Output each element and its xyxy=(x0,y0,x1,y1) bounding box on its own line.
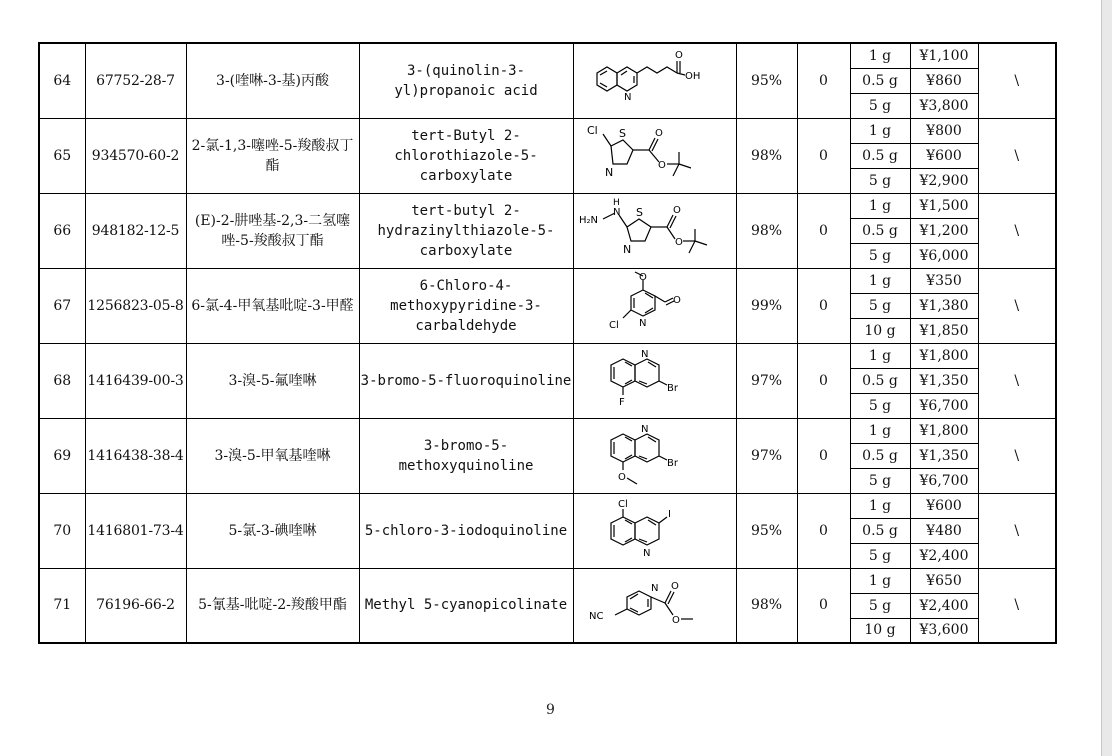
note: \ xyxy=(978,193,1056,268)
row-number: 65 xyxy=(39,118,85,193)
size-price: ¥6,700 xyxy=(910,468,978,493)
size-price: ¥2,900 xyxy=(910,168,978,193)
size-price: ¥1,200 xyxy=(910,218,978,243)
fluorine-label: F xyxy=(618,396,625,408)
oxygen-label: O xyxy=(670,581,679,593)
note: \ xyxy=(978,268,1056,343)
size-price: ¥2,400 xyxy=(910,543,978,568)
size-price: ¥1,380 xyxy=(910,293,978,318)
size-qty: 5 g xyxy=(850,93,910,118)
note: \ xyxy=(978,418,1056,493)
table-row xyxy=(39,43,1056,68)
stock: 0 xyxy=(797,268,850,343)
chlorine-label: Cl xyxy=(608,319,619,331)
purity: 97% xyxy=(736,343,797,418)
chinese-name: 6-氯-4-甲氧基吡啶-3-甲醛 xyxy=(186,268,359,343)
cas-number: 1416439-00-3 xyxy=(85,343,186,418)
nitrogen-label: N xyxy=(623,91,631,103)
table-row xyxy=(39,418,1056,443)
size-price: ¥800 xyxy=(910,118,978,143)
structure-cell xyxy=(573,43,736,118)
size-price: ¥1,800 xyxy=(910,418,978,443)
structure-cell xyxy=(573,493,736,568)
row-number: 69 xyxy=(39,418,85,493)
nitrogen-label: N xyxy=(612,206,620,218)
size-price: ¥1,800 xyxy=(910,343,978,368)
size-price: ¥1,100 xyxy=(910,43,978,68)
purity: 95% xyxy=(736,493,797,568)
oxygen-label: O xyxy=(657,159,666,171)
note: \ xyxy=(978,568,1056,643)
size-qty: 0.5 g xyxy=(850,443,910,468)
hydroxyl-label: OH xyxy=(684,70,700,82)
stock: 0 xyxy=(797,568,850,643)
table-row xyxy=(39,493,1056,518)
cas-number: 1416438-38-4 xyxy=(85,418,186,493)
oxygen-label: O xyxy=(617,471,626,483)
english-name: tert-butyl 2-hydrazinylthiazole-5-carboxylate xyxy=(359,193,573,268)
structure-diagram xyxy=(575,120,735,192)
hydrogen-label: H xyxy=(612,197,620,208)
oxygen-label: O xyxy=(672,204,681,216)
nitrogen-label: N xyxy=(640,423,648,435)
nitrogen-label: N xyxy=(604,165,613,179)
size-price: ¥1,850 xyxy=(910,318,978,343)
size-qty: 1 g xyxy=(850,493,910,518)
purity: 98% xyxy=(736,193,797,268)
note: \ xyxy=(978,118,1056,193)
table-row xyxy=(39,343,1056,368)
size-qty: 0.5 g xyxy=(850,68,910,93)
size-price: ¥3,800 xyxy=(910,93,978,118)
structure-cell xyxy=(573,193,736,268)
stock: 0 xyxy=(797,343,850,418)
row-number: 66 xyxy=(39,193,85,268)
size-qty: 0.5 g xyxy=(850,218,910,243)
bromine-label: Br xyxy=(666,382,678,394)
structure-diagram xyxy=(575,495,735,567)
iodine-label: I xyxy=(667,508,671,520)
size-qty: 10 g xyxy=(850,318,910,343)
nitrogen-label: N xyxy=(622,242,631,256)
structure-cell xyxy=(573,568,736,643)
cas-number: 1416801-73-4 xyxy=(85,493,186,568)
purity: 97% xyxy=(736,418,797,493)
size-qty: 5 g xyxy=(850,393,910,418)
size-qty: 0.5 g xyxy=(850,368,910,393)
size-price: ¥600 xyxy=(910,493,978,518)
size-qty: 5 g xyxy=(850,293,910,318)
structure-cell xyxy=(573,418,736,493)
size-price: ¥860 xyxy=(910,68,978,93)
row-number: 64 xyxy=(39,43,85,118)
size-price: ¥1,350 xyxy=(910,443,978,468)
nitrile-label: NC xyxy=(588,611,603,623)
row-number: 70 xyxy=(39,493,85,568)
structure-diagram xyxy=(575,345,735,417)
cas-number: 76196-66-2 xyxy=(85,568,186,643)
size-qty: 1 g xyxy=(850,568,910,593)
size-qty: 1 g xyxy=(850,193,910,218)
size-price: ¥480 xyxy=(910,518,978,543)
nitrogen-label: N xyxy=(638,317,646,329)
chinese-name: (E)-2-肼唑基-2,3-二氢噻唑-5-羧酸叔丁酯 xyxy=(186,193,359,268)
oxygen-label: O xyxy=(671,615,680,627)
structure-cell xyxy=(573,268,736,343)
note: \ xyxy=(978,343,1056,418)
stock: 0 xyxy=(797,118,850,193)
table-row xyxy=(39,118,1056,143)
cas-number: 1256823-05-8 xyxy=(85,268,186,343)
size-qty: 1 g xyxy=(850,43,910,68)
size-price: ¥6,700 xyxy=(910,393,978,418)
purity: 98% xyxy=(736,568,797,643)
oxygen-label: O xyxy=(638,271,647,283)
size-qty: 5 g xyxy=(850,243,910,268)
chlorine-label: Cl xyxy=(617,498,628,510)
size-qty: 5 g xyxy=(850,593,910,618)
stock: 0 xyxy=(797,193,850,268)
size-price: ¥1,500 xyxy=(910,193,978,218)
purity: 95% xyxy=(736,43,797,118)
size-qty: 1 g xyxy=(850,118,910,143)
size-qty: 5 g xyxy=(850,468,910,493)
oxygen-label: O xyxy=(674,49,683,61)
size-price: ¥3,600 xyxy=(910,618,978,643)
english-name: 5-chloro-3-iodoquinoline xyxy=(359,493,573,568)
size-qty: 1 g xyxy=(850,268,910,293)
english-name: Methyl 5-cyanopicolinate xyxy=(359,568,573,643)
english-name: tert-Butyl 2-chlorothiazole-5-carboxylate xyxy=(359,118,573,193)
english-name: 3-(quinolin-3-yl)propanoic acid xyxy=(359,43,573,118)
size-qty: 5 g xyxy=(850,168,910,193)
structure-cell xyxy=(573,343,736,418)
purity: 99% xyxy=(736,268,797,343)
chinese-name: 3-溴-5-甲氧基喹啉 xyxy=(186,418,359,493)
structure-diagram xyxy=(575,569,735,641)
chinese-name: 3-(喹啉-3-基)丙酸 xyxy=(186,43,359,118)
size-qty: 10 g xyxy=(850,618,910,643)
chinese-name: 2-氯-1,3-噻唑-5-羧酸叔丁酯 xyxy=(186,118,359,193)
cas-number: 67752-28-7 xyxy=(85,43,186,118)
structure-diagram xyxy=(575,45,735,117)
note: \ xyxy=(978,43,1056,118)
size-qty: 1 g xyxy=(850,343,910,368)
size-price: ¥350 xyxy=(910,268,978,293)
stock: 0 xyxy=(797,418,850,493)
nitrogen-label: N xyxy=(650,583,658,595)
chinese-name: 5-氰基-吡啶-2-羧酸甲酯 xyxy=(186,568,359,643)
oxygen-label: O xyxy=(674,236,683,248)
size-qty: 0.5 g xyxy=(850,143,910,168)
stock: 0 xyxy=(797,43,850,118)
size-price: ¥1,350 xyxy=(910,368,978,393)
bromine-label: Br xyxy=(666,457,678,469)
page-number: 9 xyxy=(546,702,555,718)
chinese-name: 3-溴-5-氟喹啉 xyxy=(186,343,359,418)
structure-diagram xyxy=(575,195,735,267)
structure-diagram xyxy=(575,420,735,492)
english-name: 3-bromo-5-fluoroquinoline xyxy=(359,343,573,418)
oxygen-label: O xyxy=(654,127,663,139)
english-name: 3-bromo-5-methoxyquinoline xyxy=(359,418,573,493)
nitrogen-label: N xyxy=(640,348,648,360)
size-price: ¥6,000 xyxy=(910,243,978,268)
nitrogen-label: N xyxy=(642,547,650,559)
note: \ xyxy=(978,493,1056,568)
structure-cell xyxy=(573,118,736,193)
size-qty: 0.5 g xyxy=(850,518,910,543)
size-qty: 5 g xyxy=(850,543,910,568)
chlorine-label: Cl xyxy=(586,123,598,137)
table-row xyxy=(39,268,1056,293)
cas-number: 934570-60-2 xyxy=(85,118,186,193)
stock: 0 xyxy=(797,493,850,568)
size-price: ¥600 xyxy=(910,143,978,168)
sulfur-label: S xyxy=(618,126,626,140)
sulfur-label: S xyxy=(635,205,643,219)
cas-number: 948182-12-5 xyxy=(85,193,186,268)
amine-label: H₂N xyxy=(578,214,598,226)
row-number: 68 xyxy=(39,343,85,418)
size-qty: 1 g xyxy=(850,418,910,443)
row-number: 71 xyxy=(39,568,85,643)
purity: 98% xyxy=(736,118,797,193)
product-table xyxy=(38,42,1057,644)
size-price: ¥650 xyxy=(910,568,978,593)
table-row xyxy=(39,568,1056,593)
oxygen-label: O xyxy=(672,294,681,306)
row-number: 67 xyxy=(39,268,85,343)
chinese-name: 5-氯-3-碘喹啉 xyxy=(186,493,359,568)
english-name: 6-Chloro-4-methoxypyridine-3-carbaldehyde xyxy=(359,268,573,343)
size-price: ¥2,400 xyxy=(910,593,978,618)
table-row xyxy=(39,193,1056,218)
structure-diagram xyxy=(575,270,735,342)
